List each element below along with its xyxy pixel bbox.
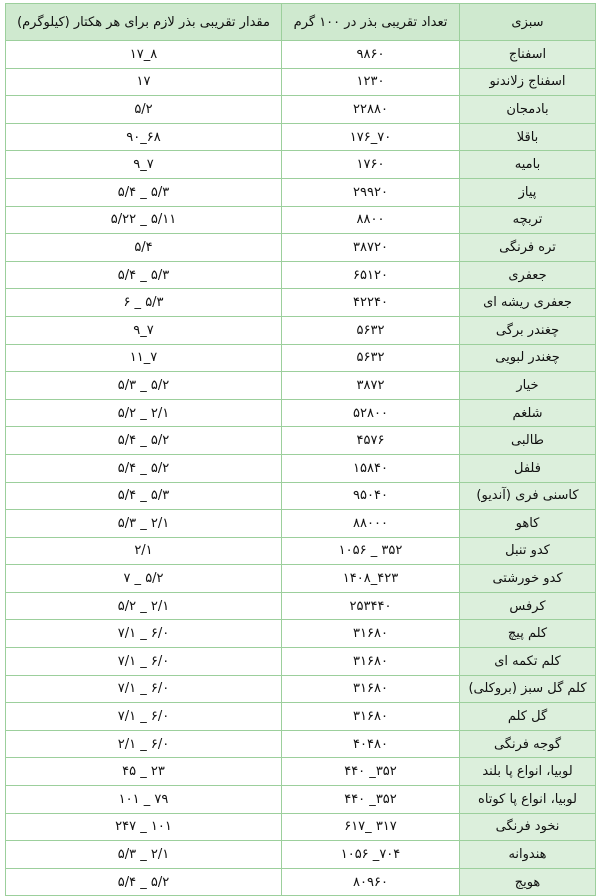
table-row: [6, 399, 596, 427]
vegetable-cell: شلغم: [460, 399, 596, 427]
seed-count-cell: ۵۲۸۰۰: [282, 399, 460, 427]
seed-amount-cell: ۲/۱ _ ۵/۳: [6, 510, 282, 538]
vegetable-cell: کاهو: [460, 510, 596, 538]
seed-amount-cell: ۵/۳ _ ۵/۴: [6, 178, 282, 206]
vegetable-cell: هندوانه: [460, 841, 596, 869]
header-seed-amount: مقدار تقریبی بذر لازم برای هر هکتار (کیلوگرم): [6, 4, 282, 41]
seed-count-cell: ۹۵۰۴۰: [282, 482, 460, 510]
seed-count-cell: ۸۰۹۶۰: [282, 868, 460, 896]
table-row: [6, 234, 596, 262]
seed-count-cell: ۷۰۴_ ۱۰۵۶: [282, 841, 460, 869]
vegetable-cell: کلم تکمه ای: [460, 648, 596, 676]
vegetable-cell: بامیه: [460, 151, 596, 179]
table-row: [6, 758, 596, 786]
seed-amount-cell: ۵/۲ _ ۷: [6, 565, 282, 593]
seed-amount-cell: ۵/۳ _ ۶: [6, 289, 282, 317]
vegetable-cell: نخود فرنگی: [460, 813, 596, 841]
table-row: [6, 482, 596, 510]
vegetable-cell: تربچه: [460, 206, 596, 234]
table-row: [6, 178, 596, 206]
seed-count-cell: ۸۸۰۰: [282, 206, 460, 234]
vegetable-cell: باقلا: [460, 123, 596, 151]
table-row: [6, 813, 596, 841]
header-seed-count: تعداد تقریبی بذر در ۱۰۰ گرم: [282, 4, 460, 41]
header-vegetable: سبزی: [460, 4, 596, 41]
seed-amount-cell: ۲/۱ _ ۵/۳: [6, 841, 282, 869]
seed-amount-cell: ۱۰۱ _ ۲۴۷: [6, 813, 282, 841]
table-row: [6, 510, 596, 538]
seed-table: [5, 3, 596, 896]
vegetable-cell: کلم پیچ: [460, 620, 596, 648]
vegetable-cell: پیاز: [460, 178, 596, 206]
seed-amount-cell: ۵/۲ _ ۵/۴: [6, 868, 282, 896]
table-row: [6, 289, 596, 317]
vegetable-cell: اسفناج: [460, 41, 596, 69]
vegetable-cell: فلفل: [460, 454, 596, 482]
seed-amount-cell: ۶/۰ _ ۷/۱: [6, 620, 282, 648]
vegetable-cell: جعفری: [460, 261, 596, 289]
vegetable-cell: گل کلم: [460, 703, 596, 731]
seed-amount-cell: ۵/۲ _ ۵/۴: [6, 454, 282, 482]
seed-amount-cell: ۱۷: [6, 68, 282, 96]
seed-amount-cell: ۸_۱۷: [6, 41, 282, 69]
seed-count-cell: ۱۵۸۴۰: [282, 454, 460, 482]
table-row: [6, 454, 596, 482]
vegetable-cell: بادمجان: [460, 96, 596, 124]
seed-count-cell: ۳۵۲ _ ۱۰۵۶: [282, 537, 460, 565]
seed-amount-cell: ۵/۳ _ ۵/۴: [6, 482, 282, 510]
seed-count-cell: ۲۲۸۸۰: [282, 96, 460, 124]
seed-amount-cell: ۵/۲: [6, 96, 282, 124]
table-row: [6, 592, 596, 620]
seed-count-cell: ۱۲۳۰: [282, 68, 460, 96]
seed-count-cell: ۸۸۰۰۰: [282, 510, 460, 538]
seed-count-cell: ۳۵۲_ ۴۴۰: [282, 758, 460, 786]
seed-count-cell: ۶۵۱۲۰: [282, 261, 460, 289]
table-body: [6, 41, 596, 896]
seed-count-cell: ۳۱۶۸۰: [282, 620, 460, 648]
seed-count-cell: ۴۰۴۸۰: [282, 730, 460, 758]
seed-amount-cell: ۵/۴: [6, 234, 282, 262]
seed-count-cell: ۲۹۹۲۰: [282, 178, 460, 206]
seed-amount-cell: ۲/۱ _ ۵/۲: [6, 592, 282, 620]
seed-count-cell: ۵۶۳۲: [282, 316, 460, 344]
seed-amount-cell: ۷_۹: [6, 151, 282, 179]
vegetable-cell: کلم گل سبز (بروکلی): [460, 675, 596, 703]
seed-amount-cell: ۷۹ _ ۱۰۱: [6, 786, 282, 814]
seed-amount-cell: ۶/۰ _ ۷/۱: [6, 675, 282, 703]
seed-amount-cell: ۶/۰ _ ۷/۱: [6, 703, 282, 731]
table-row: [6, 730, 596, 758]
seed-count-cell: ۳۸۷۲۰: [282, 234, 460, 262]
seed-count-cell: ۳۱۶۸۰: [282, 648, 460, 676]
table-row: [6, 703, 596, 731]
table-row: [6, 68, 596, 96]
seed-amount-cell: ۲۳ _ ۴۵: [6, 758, 282, 786]
table-row: [6, 841, 596, 869]
vegetable-cell: خیار: [460, 372, 596, 400]
table-row: [6, 261, 596, 289]
vegetable-cell: کدو تنبل: [460, 537, 596, 565]
seed-amount-cell: ۷_۱۱: [6, 344, 282, 372]
seed-amount-cell: ۵/۲ _ ۵/۴: [6, 427, 282, 455]
seed-amount-cell: ۷_۹: [6, 316, 282, 344]
seed-amount-cell: ۵/۱۱ _ ۵/۲۲: [6, 206, 282, 234]
table-row: [6, 675, 596, 703]
seed-count-cell: ۹۸۶۰: [282, 41, 460, 69]
seed-amount-cell: ۵/۲ _ ۵/۳: [6, 372, 282, 400]
vegetable-cell: کدو خورشتی: [460, 565, 596, 593]
table-row: [6, 786, 596, 814]
vegetable-cell: گوجه فرنگی: [460, 730, 596, 758]
seed-amount-cell: ۲/۱ _ ۵/۲: [6, 399, 282, 427]
vegetable-cell: تره فرنگی: [460, 234, 596, 262]
vegetable-cell: هویج: [460, 868, 596, 896]
table-row: [6, 648, 596, 676]
seed-count-cell: ۴۵۷۶: [282, 427, 460, 455]
table-row: [6, 868, 596, 896]
seed-count-cell: ۲۵۳۴۴۰: [282, 592, 460, 620]
table-row: [6, 123, 596, 151]
seed-count-cell: ۳۱۶۸۰: [282, 703, 460, 731]
vegetable-cell: چغندر لبویی: [460, 344, 596, 372]
vegetable-cell: جعفری ریشه ای: [460, 289, 596, 317]
table-row: [6, 372, 596, 400]
seed-count-cell: ۳۵۲_ ۴۴۰: [282, 786, 460, 814]
seed-count-cell: ۷۰_۱۷۶: [282, 123, 460, 151]
vegetable-cell: چغندر برگی: [460, 316, 596, 344]
vegetable-cell: طالبی: [460, 427, 596, 455]
table-row: [6, 206, 596, 234]
seed-count-cell: ۳۸۷۲: [282, 372, 460, 400]
seed-amount-cell: ۶/۰ _ ۷/۱: [6, 648, 282, 676]
seed-table-container: [5, 3, 595, 890]
vegetable-cell: لوبیا، انواع پا بلند: [460, 758, 596, 786]
table-row: [6, 316, 596, 344]
seed-count-cell: ۱۷۶۰: [282, 151, 460, 179]
table-row: [6, 41, 596, 69]
seed-amount-cell: ۶/۰ _ ۲/۱: [6, 730, 282, 758]
seed-amount-cell: ۲/۱: [6, 537, 282, 565]
header-row: [6, 4, 596, 41]
table-row: [6, 427, 596, 455]
vegetable-cell: اسفناج زلاندنو: [460, 68, 596, 96]
vegetable-cell: لوبیا، انواع پا کوتاه: [460, 786, 596, 814]
table-row: [6, 151, 596, 179]
vegetable-cell: کاسنی فری (آندیو): [460, 482, 596, 510]
table-row: [6, 96, 596, 124]
table-row: [6, 537, 596, 565]
seed-count-cell: ۳۱۶۸۰: [282, 675, 460, 703]
seed-count-cell: ۵۶۳۲: [282, 344, 460, 372]
seed-count-cell: ۴۲۲۴۰: [282, 289, 460, 317]
table-row: [6, 620, 596, 648]
seed-amount-cell: ۵/۳ _ ۵/۴: [6, 261, 282, 289]
seed-amount-cell: ۶۸_۹۰: [6, 123, 282, 151]
table-row: [6, 344, 596, 372]
vegetable-cell: کرفس: [460, 592, 596, 620]
table-row: [6, 565, 596, 593]
seed-count-cell: ۳۱۷ _۶۱۷: [282, 813, 460, 841]
seed-count-cell: ۴۲۳_۱۴۰۸: [282, 565, 460, 593]
